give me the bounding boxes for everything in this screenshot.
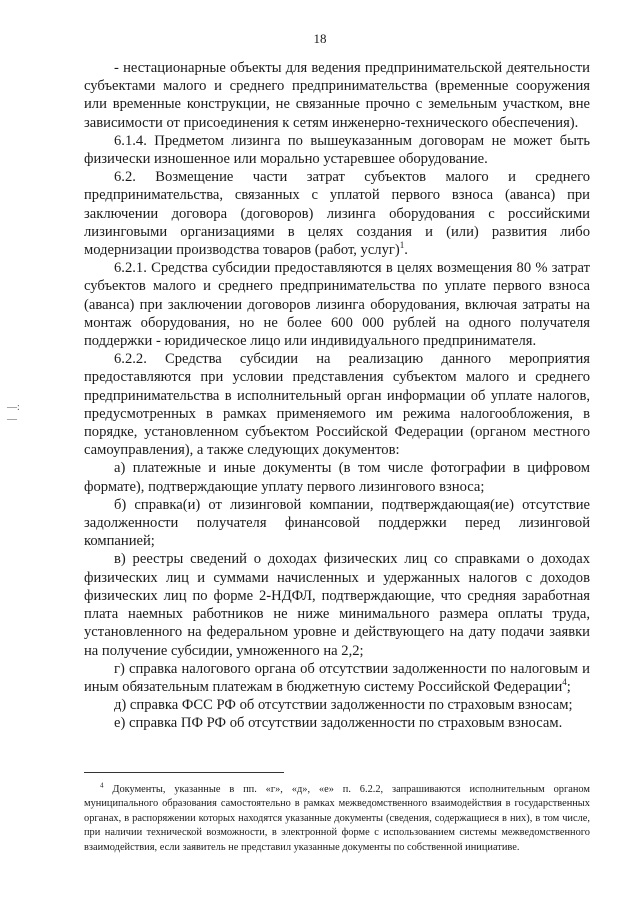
paragraph-6-2-2: 6.2.2. Средства субсидии на реализацию данного мероприятия предоставляются при условии представления субъектом малого и среднего предпринимательства в исполнительный орган информации об уплате налогов, предусмотренных в рамках применяемого им режима налогообложения, в порядке, установленном субъектом Российской Федерации (органом местного самоуправления), а также следующих документов:: [84, 351, 590, 459]
list-item-g-end: ;: [566, 678, 571, 695]
list-item-v: в) реестры сведений о доходах физических лиц со справками о доходах физических лиц и суммами начисленных и удержанных налогов с доходов физических лиц по форме 2-НДФЛ, подтверждающие, что средняя заработная плата наемных работников не ниже минимального размера оплаты труда, установленного на федеральном уровне и действующего на дату подачи заявки на получение субсидии, умноженного на 2,2;: [84, 551, 590, 659]
paragraph-6-1-4: 6.1.4. Предметом лизинга по вышеуказанным договорам не может быть физически изношенное или морально устаревшее оборудование.: [84, 132, 590, 168]
paragraph-nonstationary-objects: - нестационарные объекты для ведения предпринимательской деятельности субъектами малого и среднего предпринимательства (временные сооружения или временные конструкции, не связанные прочно с земельным участком, вне зависимости от присоединения к сетям инженерно-технического обеспечения).: [84, 60, 590, 131]
paragraph-6-2-text: 6.2. Возмещение части затрат субъектов малого и среднего предпринимательства, связанных с уплатой первого взноса (аванса) при заключении договора (договоров) лизинга оборудования с российскими лизинговыми организациями в целях создания и (или) развития либо модернизации производства товаров (работ, услуг): [84, 169, 590, 259]
footnote-ref-4: 4: [562, 677, 567, 688]
list-item-e: е) справка ПФ РФ об отсутствии задолженности по страховым взносам.: [114, 715, 563, 732]
footnote-text: Документы, указанные в пп. «г», «д», «е» п. 6.2.2, запрашиваются исполнительным органом муниципального образования самостоятельно в рамках межведомственного взаимодействия в государственных органах, в распоряжении которых находятся указанные документы (сведения, содержащиеся в них), в том числе, при наличии технической возможности, в электронной форме с использованием системы межведомственного взаимодействия, если заявитель не представил указанные документы по собственной инициативе.: [84, 784, 590, 853]
list-item-g-text: г) справка налогового органа об отсутствии задолженности по налоговым и иным обязательным платежам в бюджетную систему Российской Федерации: [84, 660, 590, 695]
margin-scan-mark: —:—: [7, 402, 20, 425]
list-item-g: [84, 660, 590, 696]
list-item-a: а) платежные и иные документы (в том числе фотографии в цифровом формате), подтверждающие уплату первого лизингового взноса;: [84, 460, 590, 495]
document-body: [84, 59, 590, 733]
footnote-4: [84, 783, 590, 855]
list-item-b: б) справка(и) от лизинговой компании, подтверждающая(ие) отсутствие задолженности получателя финансовой поддержки перед лизинговой компанией;: [84, 496, 590, 550]
footnote-divider: [84, 772, 284, 773]
footnote-ref-1: 1: [399, 240, 405, 251]
paragraph-6-2: [84, 168, 590, 259]
paragraph-6-2-end: .: [404, 242, 408, 259]
page-number: 18: [313, 31, 327, 46]
footnote-marker: 4: [100, 781, 104, 790]
paragraph-6-2-1: 6.2.1. Средства субсидии предоставляются в целях возмещения 80 % затрат субъектов малого и среднего предпринимательства по уплате первого взноса (аванса) при заключении договоров лизинга оборудования, включая затраты на монтаж оборудования, но не более 600 000 рублей на одного получателя поддержки - юридическое лицо или индивидуального предпринимателя.: [84, 260, 590, 350]
list-item-d: д) справка ФСС РФ об отсутствии задолженности по страховым взносам;: [114, 697, 573, 714]
